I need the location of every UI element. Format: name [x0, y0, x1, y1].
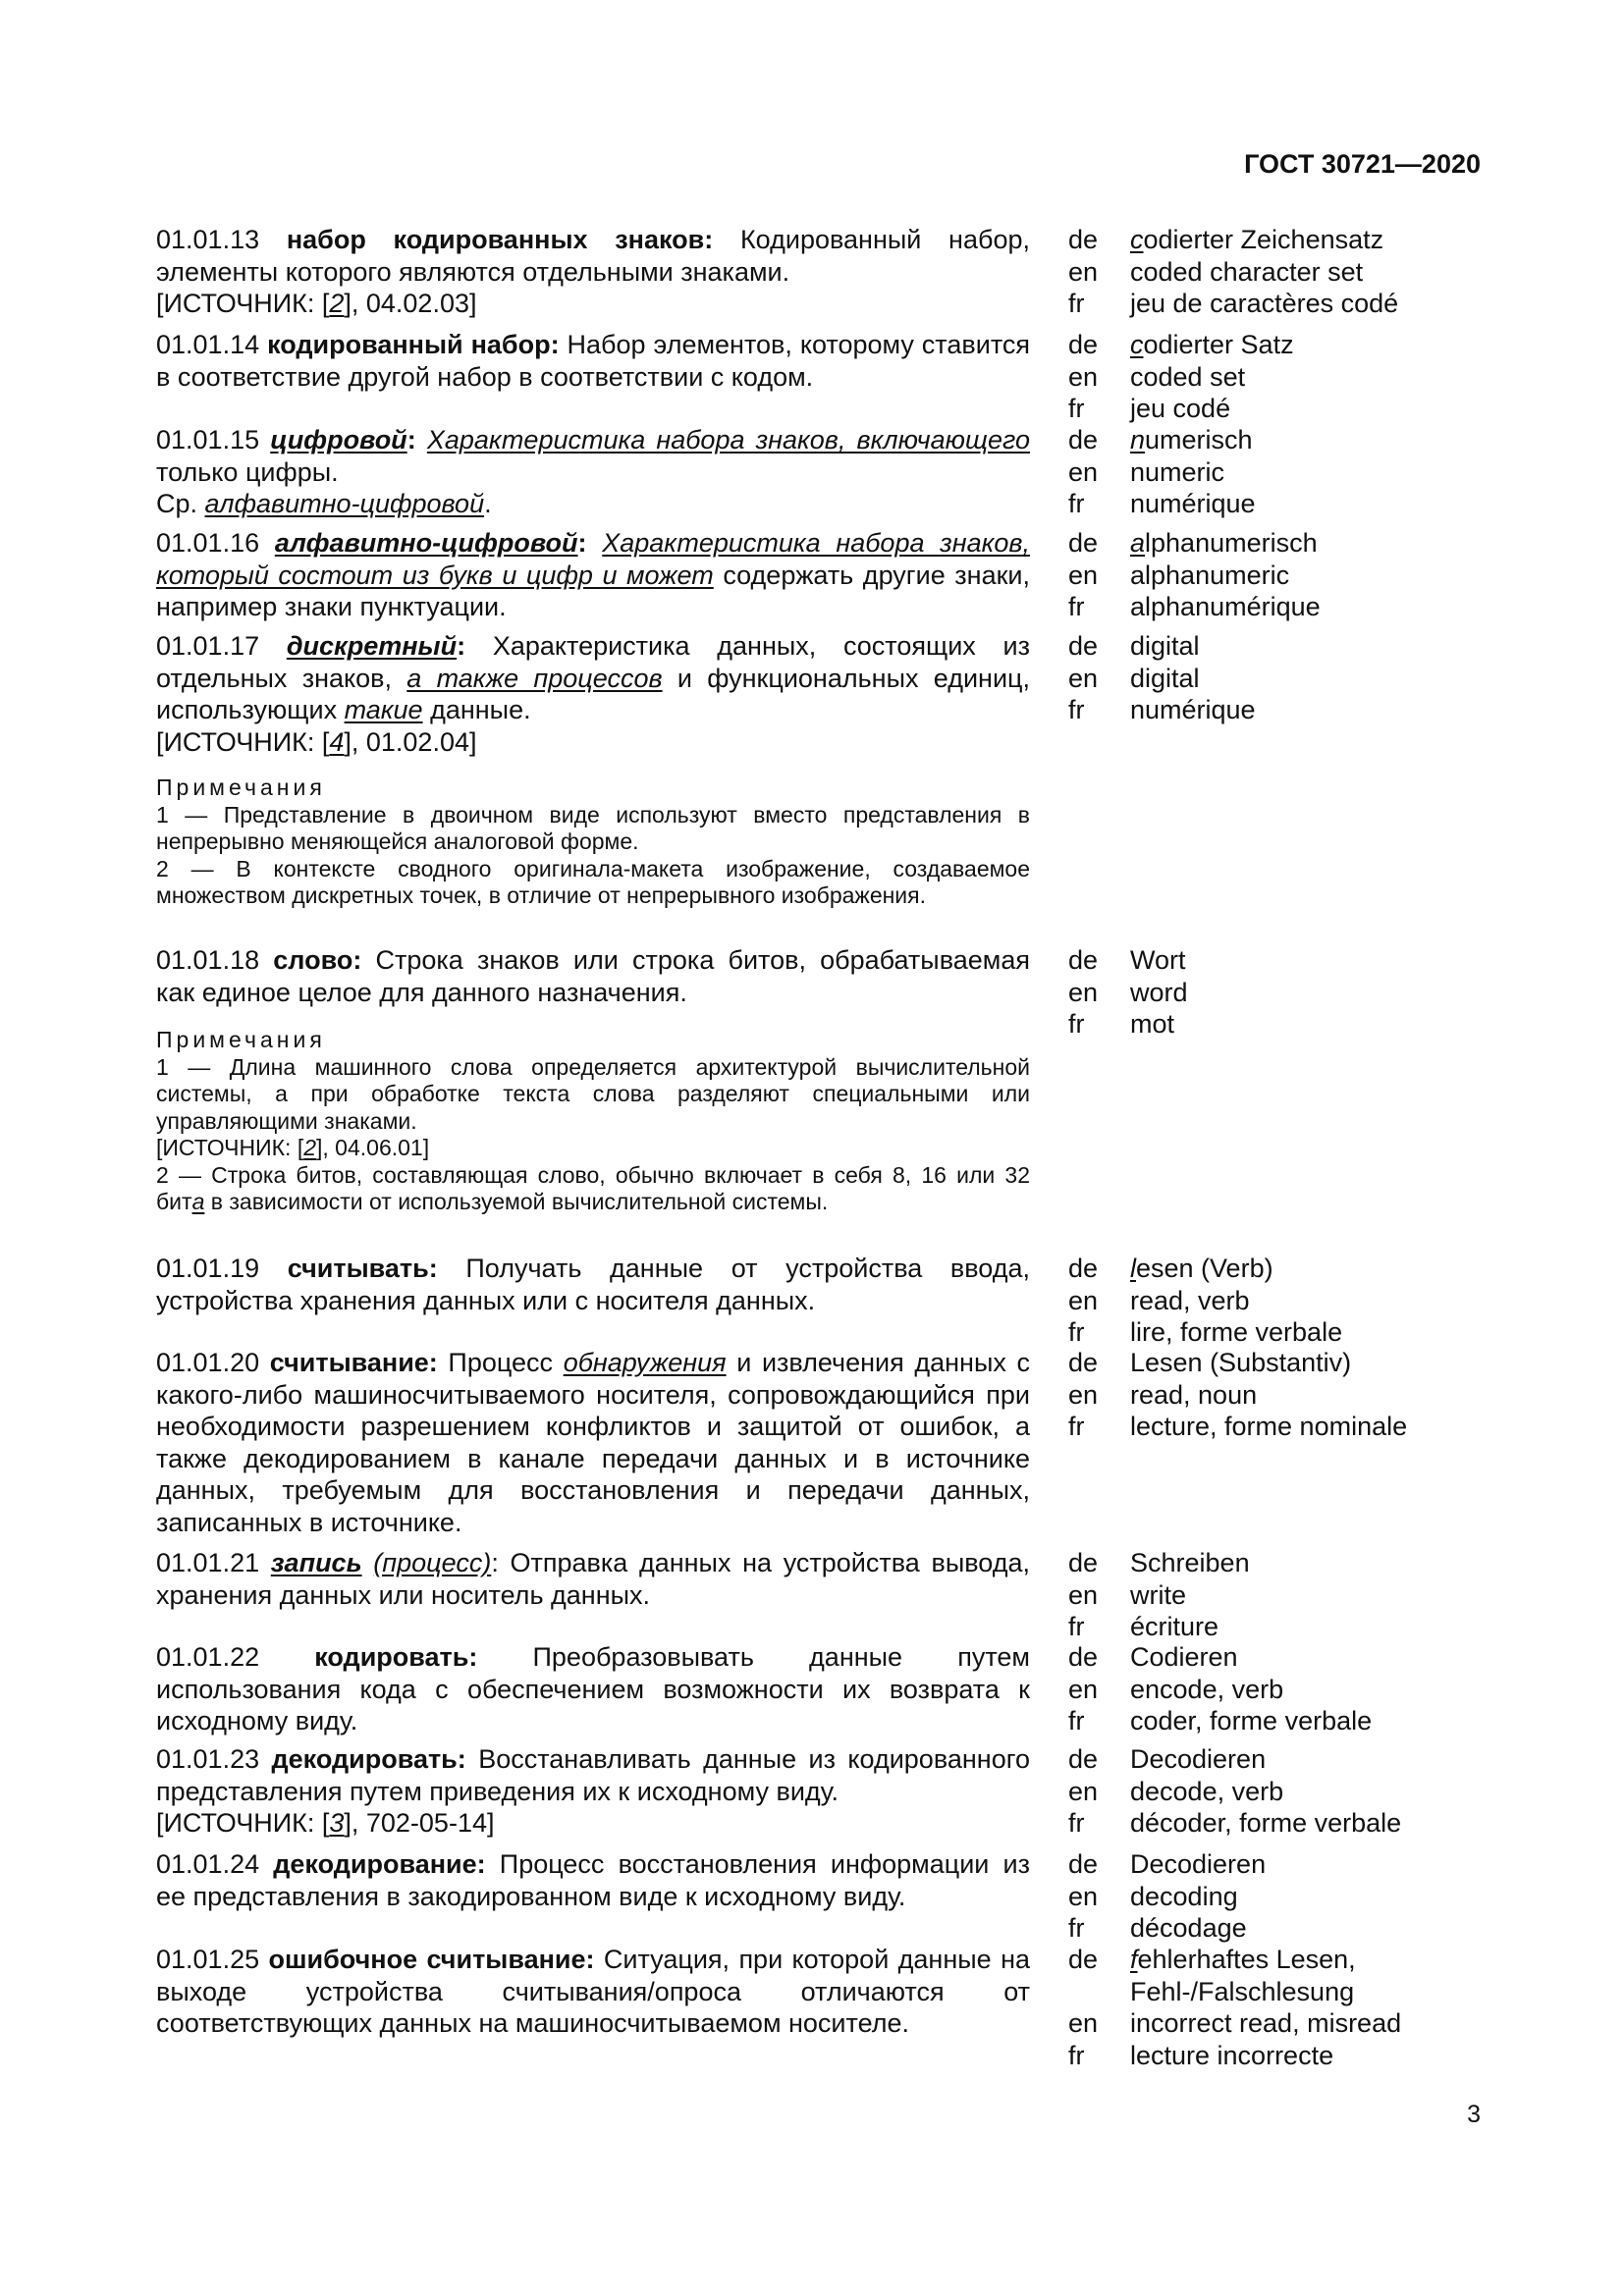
translations-01-01-16: de alphanumerisch en alphanumeric fr alphanumérique: [1068, 528, 1321, 621]
notes-01-01-17: Примечания 1 — Представление в двоичном виде используют вместо представления в непрерывно меняющейся аналоговой форме. 2 — В контексте сводного оригинала-макета изображение, создаваемое множеством дискретных точек, в отличие от непрерывного изображения.: [156, 774, 1030, 908]
translations-01-01-20: de Lesen (Substantiv) en read, noun fr lecture, forme nominale: [1068, 1348, 1408, 1441]
translations-01-01-25: de fehlerhaftes Lesen, Fehl-/Falschlesung en incorrect read, misread fr lecture incorrecte: [1068, 1945, 1402, 2070]
term-entry-01-01-16: 01.01.16 алфавитно-цифровой: Характеристика набора знаков, который состоит из букв и цифр и может содержать другие знаки, например знаки пунктуации.: [156, 528, 1030, 621]
term-entry-01-01-15: 01.01.15 цифровой: Характеристика набора знаков, включающего только цифры. Ср. алфавитно-цифровой.: [156, 425, 1030, 518]
document-header: ГОСТ 30721—2020: [1244, 149, 1481, 179]
term-entry-01-01-18: 01.01.18 слово: Строка знаков или строка битов, обрабатываемая как единое целое для данного назначения.: [156, 945, 1030, 1007]
term-entry-01-01-13: 01.01.13 набор кодированных знаков: Кодированный набор, элементы которого являются отдельными знаками. [ИСТОЧНИК: [2], 04.02.03]: [156, 225, 1030, 318]
translations-01-01-23: de Decodieren en decode, verb fr décoder, forme verbale: [1068, 1744, 1402, 1838]
translations-01-01-17: de digital en digital fr numérique: [1068, 631, 1256, 724]
translations-01-01-13: de codierter Zeichensatz en coded character set fr jeu de caractères codé: [1068, 225, 1399, 318]
notes-01-01-18: Примечания 1 — Длина машинного слова определяется архитектурой вычислительной системы, а при обработке текста слова разделяют специальными или управляющими знаками. [ИСТОЧНИК: [2], 04.06.01] 2 — Строка битов, составляющая слово, обычно включает в себя 8, 16 или 32 бита в зависимости от используемой вычислительной системы.: [156, 1027, 1030, 1214]
term-entry-01-01-17: 01.01.17 дискретный: Характеристика данных, состоящих из отдельных знаков, а также процессов и функциональных единиц, использующих такие данные. [ИСТОЧНИК: [4], 01.02.04]: [156, 631, 1030, 757]
term-entry-01-01-21: 01.01.21 запись (процесс): Отправка данных на устройства вывода, хранения данных или носитель данных.: [156, 1548, 1030, 1610]
term-entry-01-01-14: 01.01.14 кодированный набор: Набор элементов, которому ставится в соответствие другой набор в соответствии с кодом.: [156, 330, 1031, 392]
term-entry-01-01-23: 01.01.23 декодировать: Восстанавливать данные из кодированного представления путем приведения их к исходному виду. [ИСТОЧНИК: [3], 702-05-14]: [156, 1744, 1030, 1838]
translations-01-01-19: de lesen (Verb) en read, verb fr lire, forme verbale: [1068, 1254, 1343, 1347]
term-entry-01-01-20: 01.01.20 считывание: Процесс обнаружения и извлечения данных с какого-либо машиносчитываемого носителя, сопровождающийся при необходимости разрешением конфликтов и защитой от ошибок, а также декодированием в канале передачи данных и в источнике данных, требуемым для восстановления и передачи данных, записанных в источнике.: [156, 1348, 1030, 1537]
translations-01-01-18: de Wort en word fr mot: [1068, 945, 1188, 1039]
translations-01-01-21: de Schreiben en write fr écriture: [1068, 1548, 1250, 1641]
page-number: 3: [1467, 2101, 1481, 2128]
translations-01-01-22: de Codieren en encode, verb fr coder, forme verbale: [1068, 1642, 1373, 1735]
term-entry-01-01-22: 01.01.22 кодировать: Преобразовывать данные путем использования кода с обеспечением возможности их возврата к исходному виду.: [156, 1642, 1030, 1735]
term-entry-01-01-25: 01.01.25 ошибочное считывание: Ситуация, при которой данные на выходе устройства считывания/опроса отличаются от соответствующих данных на машиносчитываемом носителе.: [156, 1945, 1030, 2038]
translations-01-01-24: de Decodieren en decoding fr décodage: [1068, 1849, 1267, 1943]
translations-01-01-15: de numerisch en numeric fr numérique: [1068, 425, 1256, 518]
term-entry-01-01-24: 01.01.24 декодирование: Процесс восстановления информации из ее представления в закодированном виде к исходному виду.: [156, 1849, 1030, 1911]
term-entry-01-01-19: 01.01.19 считывать: Получать данные от устройства ввода, устройства хранения данных или с носителя данных.: [156, 1254, 1030, 1315]
translations-01-01-14: de codierter Satz en coded set fr jeu codé: [1068, 330, 1294, 423]
